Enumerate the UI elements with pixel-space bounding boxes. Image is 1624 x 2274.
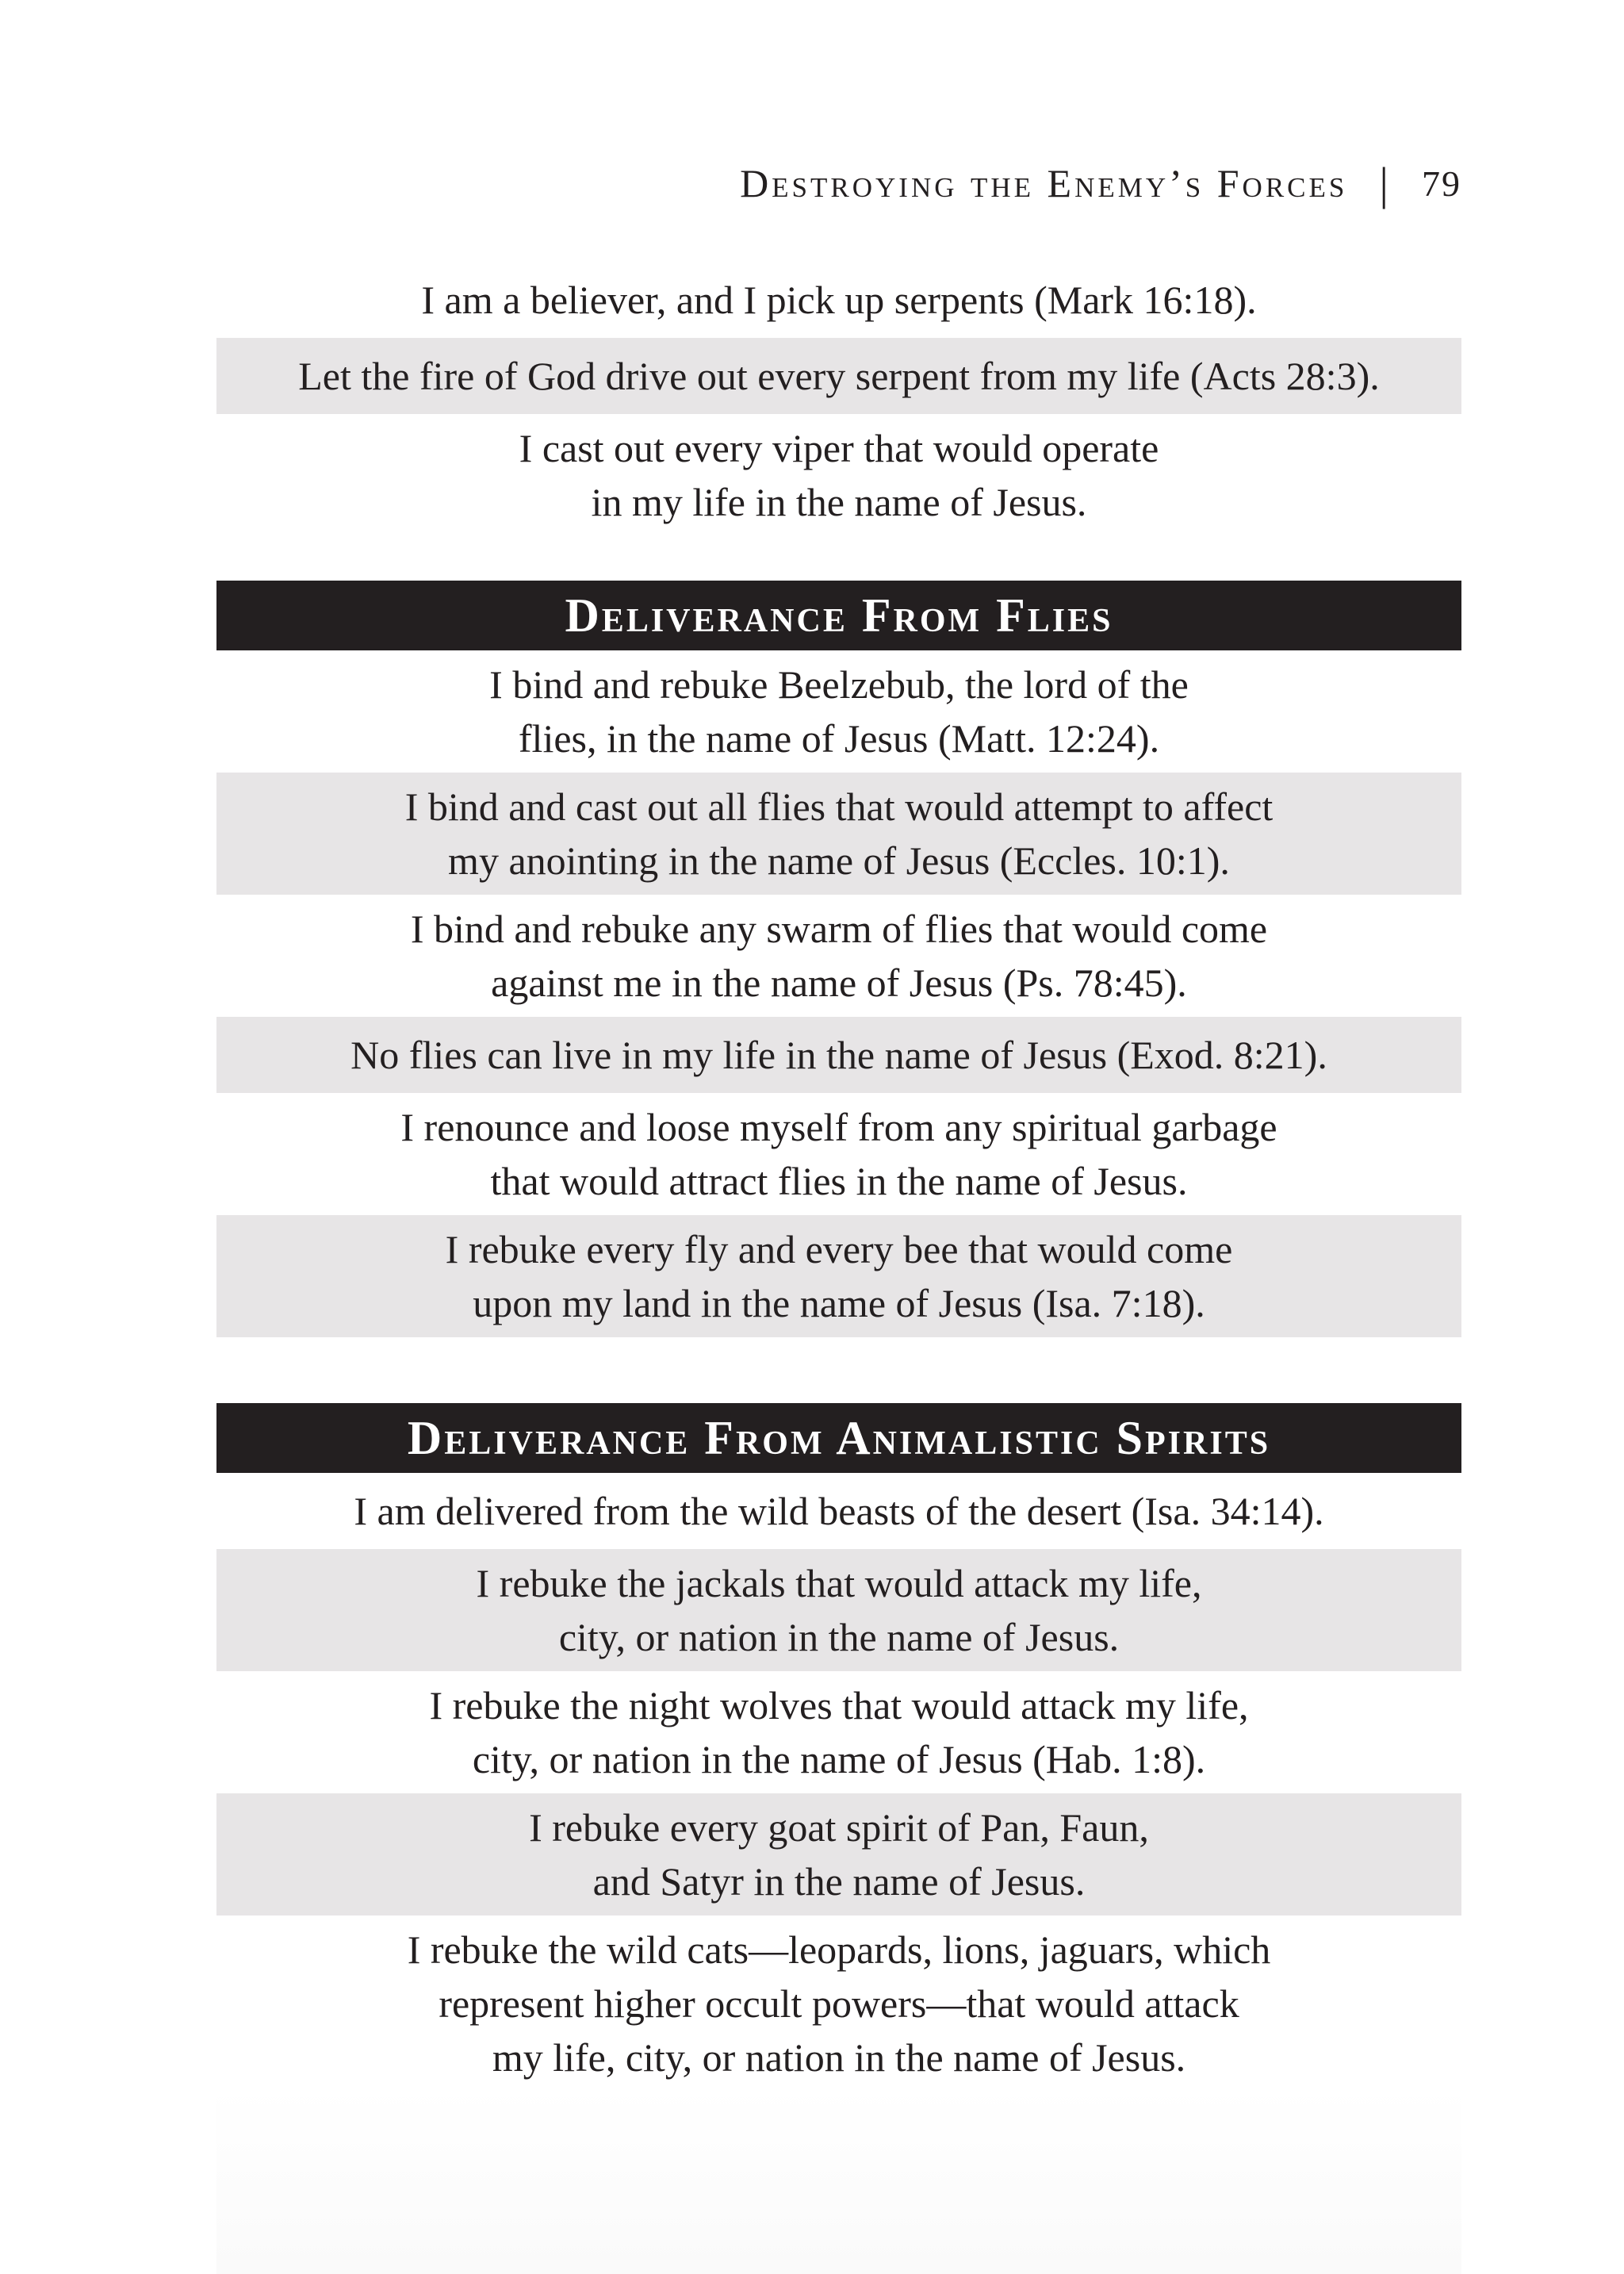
section-flies — [216, 581, 1461, 1337]
section-animalistic-spirits — [216, 1403, 1461, 2092]
prayer-line: I am delivered from the wild beasts of the desert (Isa. 34:14). — [354, 1489, 1324, 1533]
prayer-line: my life, city, or nation in the name of Jesus. — [492, 2035, 1186, 2080]
prayer-entry — [216, 1093, 1461, 1215]
prayer-line: I renounce and loose myself from any spiritual garbage — [400, 1105, 1277, 1149]
section-heading: Deliverance From Animalistic Spirits — [216, 1403, 1461, 1473]
prayer-line: I bind and rebuke Beelzebub, the lord of the — [489, 662, 1189, 707]
page-bottom-margin — [216, 2086, 1461, 2274]
prayer-entry — [216, 1793, 1461, 1915]
running-head — [740, 155, 1461, 211]
prayer-line: I rebuke the jackals that would attack my life, — [476, 1561, 1202, 1605]
prayer-line: No flies can live in my life in the name of Jesus (Exod. 8:21). — [350, 1033, 1327, 1077]
prayer-line: I rebuke every fly and every bee that would come — [445, 1227, 1233, 1271]
prayer-entry — [216, 1473, 1461, 1549]
prayer-line: flies, in the name of Jesus (Matt. 12:24). — [518, 716, 1160, 761]
prayer-line: my anointing in the name of Jesus (Eccles. 10:1). — [448, 838, 1230, 883]
prayer-line: I bind and cast out all flies that would attempt to affect — [404, 784, 1274, 829]
prayer-entry — [216, 773, 1461, 895]
intro-line-text: Let the fire of God drive out every serpent from my life (Acts 28:3). — [298, 354, 1380, 398]
prayer-line: represent higher occult powers—that would attack — [439, 1981, 1239, 2026]
prayer-entry — [216, 1215, 1461, 1337]
prayer-entry — [216, 1549, 1461, 1671]
page-number: 79 — [1422, 163, 1461, 204]
prayer-line: and Satyr in the name of Jesus. — [592, 1859, 1086, 1904]
prayer-entry — [216, 1915, 1461, 2092]
running-head-separator: | — [1379, 157, 1390, 209]
section-heading: Deliverance From Flies — [216, 581, 1461, 650]
prayer-entry — [216, 650, 1461, 773]
intro-line-text: I cast out every viper that would operate — [519, 426, 1159, 470]
prayer-line: I rebuke the wild cats—leopards, lions, jaguars, which — [407, 1927, 1271, 1972]
intro-line — [216, 262, 1461, 338]
intro-line-text: in my life in the name of Jesus. — [591, 480, 1087, 524]
prayer-line: upon my land in the name of Jesus (Isa. 7:18). — [473, 1281, 1205, 1325]
intro-block — [216, 262, 1461, 536]
prayer-line: I rebuke every goat spirit of Pan, Faun, — [529, 1805, 1149, 1850]
intro-line-text: I am a believer, and I pick up serpents (Mark 16:18). — [421, 278, 1257, 322]
prayer-entry — [216, 895, 1461, 1017]
prayer-line: I bind and rebuke any swarm of flies that would come — [410, 907, 1268, 951]
running-head-title: Destroying the Enemy’s Forces — [740, 161, 1348, 205]
prayer-line: city, or nation in the name of Jesus. — [558, 1615, 1120, 1659]
prayer-line: that would attract flies in the name of Jesus. — [490, 1159, 1188, 1203]
prayer-line: I rebuke the night wolves that would attack my life, — [429, 1683, 1249, 1728]
prayer-entry — [216, 1671, 1461, 1793]
intro-line — [216, 414, 1461, 536]
prayer-line: against me in the name of Jesus (Ps. 78:45). — [491, 961, 1187, 1005]
intro-line — [216, 338, 1461, 414]
prayer-entry — [216, 1017, 1461, 1093]
prayer-line: city, or nation in the name of Jesus (Hab. 1:8). — [472, 1737, 1206, 1781]
